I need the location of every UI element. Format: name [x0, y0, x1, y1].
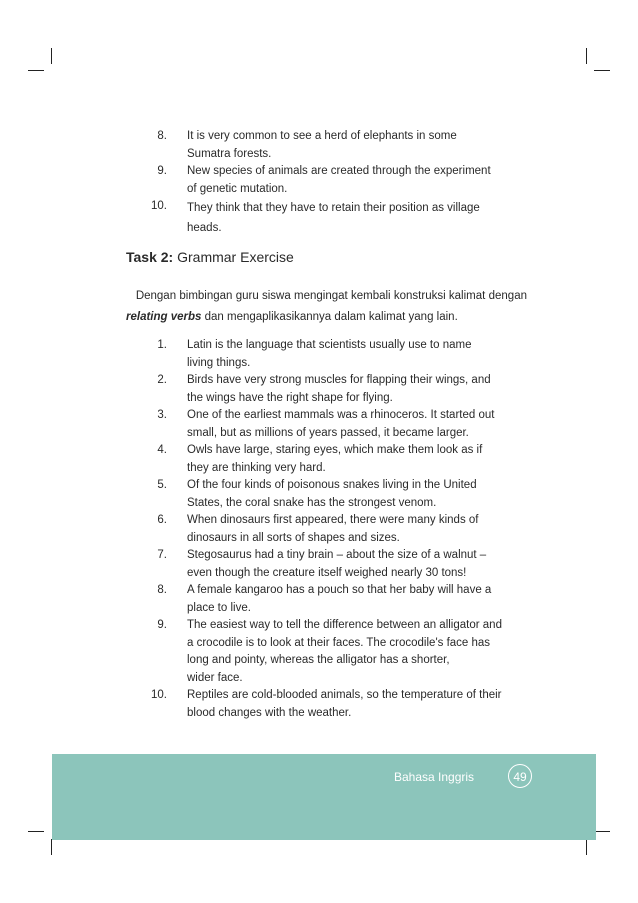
exercise-list — [0, 337, 638, 722]
item-number: 3. — [157, 409, 167, 421]
item-number: 1. — [157, 339, 167, 351]
item-line: a crocodile is to look at their faces. The crocodile's face has — [187, 636, 491, 649]
intro-emphasis: relating verbs — [126, 311, 202, 323]
item-text — [187, 372, 527, 407]
item-line: Sumatra forests. — [187, 147, 272, 160]
task-label: Task 2: — [126, 249, 174, 265]
list-item — [0, 442, 638, 477]
item-line: Birds have very strong muscles for flapping their wings, and — [187, 374, 491, 386]
item-line: Owls have large, staring eyes, which make them look as if — [187, 444, 483, 456]
item-line: Reptiles are cold-blooded animals, so the temperature of their — [187, 689, 502, 701]
item-number: 6. — [157, 514, 167, 526]
item-line: even though the creature itself weighed nearly 30 tons! — [187, 566, 467, 579]
item-line: living things. — [187, 356, 251, 369]
item-text — [187, 442, 527, 477]
list-item — [0, 407, 638, 442]
item-line: small, but as millions of years passed, it became larger. — [187, 426, 469, 439]
item-number: 5. — [157, 479, 167, 491]
crop-mark — [28, 70, 44, 71]
list-item — [0, 128, 638, 163]
item-line: They think that they have to retain their position as village — [187, 202, 480, 214]
list-item — [0, 512, 638, 547]
item-text — [187, 512, 527, 547]
item-text — [187, 198, 527, 238]
item-line: heads. — [187, 222, 222, 234]
item-line: long and pointy, whereas the alligator has a shorter, — [187, 654, 450, 666]
item-number: 8. — [157, 130, 167, 142]
list-item — [0, 547, 638, 582]
item-line: place to live. — [187, 601, 251, 614]
item-text — [187, 582, 527, 617]
task-title: Grammar Exercise — [177, 249, 294, 265]
item-line: wider face. — [187, 671, 243, 684]
item-line: New species of animals are created through the experiment — [187, 165, 491, 177]
page-number: 49 — [508, 764, 532, 788]
list-item — [0, 582, 638, 617]
item-text — [187, 163, 527, 198]
crop-mark — [51, 839, 52, 855]
item-number: 2. — [157, 374, 167, 386]
item-number: 4. — [157, 444, 167, 456]
list-item — [0, 163, 638, 198]
item-line: dinosaurs in all sorts of shapes and sizes. — [187, 531, 400, 544]
crop-mark — [594, 70, 610, 71]
list-item — [0, 337, 638, 372]
item-line: of genetic mutation. — [187, 182, 288, 195]
list-item — [0, 198, 638, 233]
crop-mark — [586, 839, 587, 855]
item-line: they are thinking very hard. — [187, 461, 326, 474]
item-line: Latin is the language that scientists usually use to name — [187, 339, 472, 351]
item-number: 8. — [157, 584, 167, 596]
item-text — [187, 687, 527, 722]
crop-mark — [586, 48, 587, 64]
list-item — [0, 372, 638, 407]
item-text — [187, 128, 527, 163]
item-text — [187, 547, 527, 582]
intro-paragraph — [126, 286, 527, 328]
item-line: A female kangaroo has a pouch so that her baby will have a — [187, 584, 492, 596]
intro-text: Dengan bimbingan guru siswa mengingat kembali konstruksi kalimat dengan — [135, 290, 527, 302]
item-line: When dinosaurs first appeared, there were many kinds of — [187, 514, 479, 526]
crop-mark — [28, 831, 44, 832]
crop-mark — [594, 831, 610, 832]
list-top — [0, 128, 638, 233]
item-line: It is very common to see a herd of elephants in some — [187, 130, 457, 142]
item-line: Stegosaurus had a tiny brain – about the size of a walnut – — [187, 549, 487, 561]
item-number: 9. — [157, 165, 167, 177]
intro-text: dan mengaplikasikannya dalam kalimat yang lain. — [201, 311, 458, 323]
item-number: 9. — [157, 619, 167, 631]
item-number: 7. — [157, 549, 167, 561]
list-item — [0, 477, 638, 512]
item-line: blood changes with the weather. — [187, 706, 352, 719]
item-text — [187, 477, 527, 512]
item-line: One of the earliest mammals was a rhinoceros. It started out — [187, 409, 495, 421]
item-line: The easiest way to tell the difference between an alligator and — [187, 619, 502, 631]
item-number: 10. — [151, 200, 167, 212]
crop-mark — [51, 48, 52, 64]
item-text — [187, 617, 527, 687]
item-line: the wings have the right shape for flying. — [187, 391, 393, 404]
book-title: Bahasa Inggris — [394, 770, 475, 784]
item-text — [187, 337, 527, 372]
task-heading — [126, 249, 294, 265]
list-item — [0, 687, 638, 722]
item-text — [187, 407, 527, 442]
item-line: Of the four kinds of poisonous snakes living in the United — [187, 479, 477, 491]
item-number: 10. — [151, 689, 167, 701]
item-line: States, the coral snake has the strongest venom. — [187, 496, 437, 509]
list-item — [0, 617, 638, 687]
